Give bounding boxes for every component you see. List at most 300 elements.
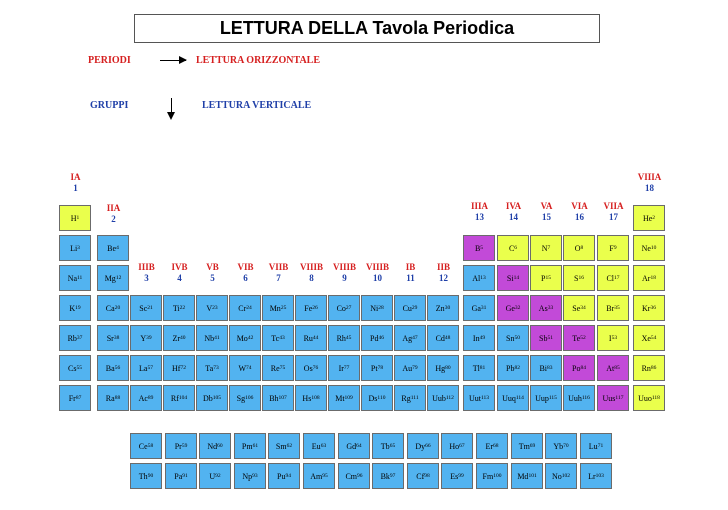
actinide-cell[interactable] [268, 463, 300, 489]
element-symbol: Pr [174, 441, 182, 451]
atomic-number: 69 [529, 443, 536, 449]
element-symbol: In [472, 333, 480, 343]
element-symbol: Sr [106, 333, 114, 343]
atomic-number: 27 [345, 305, 352, 311]
element-cell[interactable] [130, 295, 162, 321]
atomic-number: 91 [182, 473, 188, 479]
lanthanide-cell[interactable] [545, 433, 577, 459]
element-cell[interactable] [229, 385, 261, 411]
element-cell[interactable] [130, 355, 162, 381]
group-number: 18 [645, 183, 654, 193]
group-label: VIIB [268, 262, 289, 272]
element-cell[interactable] [59, 235, 91, 261]
element-cell[interactable] [530, 295, 562, 321]
element-cell[interactable] [497, 385, 529, 411]
element-symbol: Y [140, 333, 147, 343]
element-symbol: Pu [277, 471, 286, 481]
element-cell[interactable] [633, 265, 665, 291]
element-symbol: Sc [139, 303, 148, 313]
atomic-number: 107 [278, 395, 287, 401]
lanthanide-cell[interactable] [234, 433, 266, 459]
element-symbol: Uub [432, 393, 446, 403]
element-cell[interactable] [295, 385, 327, 411]
lanthanide-cell[interactable] [407, 433, 439, 459]
element-cell[interactable] [361, 355, 393, 381]
element-cell[interactable] [295, 295, 327, 321]
lanthanide-cell[interactable] [338, 433, 370, 459]
element-symbol: W [238, 363, 247, 373]
element-cell[interactable] [463, 385, 495, 411]
element-symbol: Xe [641, 333, 651, 343]
group-number: 2 [111, 214, 116, 224]
atomic-number: 18 [650, 275, 656, 281]
group-header [328, 262, 361, 284]
element-symbol: Ce [138, 441, 148, 451]
element-symbol: Be [107, 243, 117, 253]
atomic-number: 35 [614, 305, 620, 311]
periods-label: PERIODI [88, 55, 131, 66]
element-cell[interactable] [59, 325, 91, 351]
actinide-cell[interactable] [338, 463, 370, 489]
actinide-cell[interactable] [580, 463, 612, 489]
element-symbol: Li [70, 243, 78, 253]
atomic-number: 54 [650, 335, 657, 341]
element-symbol: Fe [304, 303, 313, 313]
group-label: IB [405, 262, 416, 272]
element-cell[interactable] [361, 385, 393, 411]
element-cell[interactable] [563, 265, 595, 291]
element-cell[interactable] [597, 385, 629, 411]
atomic-number: 114 [515, 395, 524, 401]
group-number: 5 [210, 273, 215, 283]
atomic-number: 79 [412, 365, 418, 371]
element-cell[interactable] [563, 355, 595, 381]
element-cell[interactable] [295, 325, 327, 351]
element-cell[interactable] [97, 295, 129, 321]
element-cell[interactable] [597, 325, 629, 351]
group-number: 12 [439, 273, 448, 283]
atomic-number: 64 [356, 443, 362, 449]
atomic-number: 43 [279, 335, 285, 341]
down-arrow-icon [171, 98, 172, 118]
element-cell[interactable] [394, 355, 426, 381]
atomic-number: 48 [444, 335, 451, 341]
atomic-number: 1 [76, 215, 80, 221]
element-symbol: As [538, 303, 548, 313]
element-symbol: Bh [269, 393, 279, 403]
group-number: 1 [73, 183, 78, 193]
element-cell[interactable] [633, 295, 665, 321]
element-symbol: Rf [170, 393, 179, 403]
element-cell[interactable] [196, 355, 228, 381]
atomic-number: 99 [458, 473, 464, 479]
atomic-number: 117 [615, 395, 624, 401]
atomic-number: 7 [547, 245, 551, 251]
actinide-cell[interactable] [234, 463, 266, 489]
element-symbol: H [70, 213, 77, 223]
atomic-number: 60 [217, 443, 223, 449]
element-cell[interactable] [361, 325, 393, 351]
element-symbol: Co [336, 303, 346, 313]
element-symbol: Eu [311, 441, 321, 451]
element-cell[interactable] [229, 355, 261, 381]
element-cell[interactable] [563, 385, 595, 411]
atomic-number: 62 [286, 443, 293, 449]
element-cell[interactable] [497, 325, 529, 351]
right-arrow-icon [160, 60, 186, 61]
element-cell[interactable] [463, 235, 495, 261]
group-number: 14 [509, 212, 518, 222]
atomic-number: 52 [580, 335, 586, 341]
element-cell[interactable] [229, 325, 261, 351]
element-cell[interactable] [59, 355, 91, 381]
element-symbol: Rh [336, 333, 346, 343]
element-symbol: Er [485, 441, 494, 451]
element-cell[interactable] [97, 385, 129, 411]
element-symbol: Es [450, 471, 459, 481]
element-cell[interactable] [163, 295, 195, 321]
atomic-number: 104 [178, 395, 188, 401]
element-cell[interactable] [130, 325, 162, 351]
element-cell[interactable] [563, 235, 595, 261]
lanthanide-cell[interactable] [441, 433, 473, 459]
element-cell[interactable] [530, 235, 562, 261]
groups-label: GRUPPI [90, 100, 129, 111]
element-symbol: Uut [468, 393, 481, 403]
atomic-number: 102 [561, 473, 571, 479]
atomic-number: 76 [312, 365, 319, 371]
actinide-cell[interactable] [165, 463, 197, 489]
element-cell[interactable] [530, 385, 562, 411]
element-symbol: Rb [67, 333, 77, 343]
element-symbol: Re [270, 363, 280, 373]
group-header [229, 262, 262, 284]
element-symbol: Os [303, 363, 313, 373]
element-symbol: Fr [68, 393, 76, 403]
atomic-number: 100 [493, 473, 502, 479]
element-symbol: Hs [302, 393, 312, 403]
element-cell[interactable] [163, 385, 195, 411]
element-symbol: C [508, 243, 515, 253]
group-number: 3 [144, 273, 149, 283]
atomic-number: 19 [75, 305, 81, 311]
atomic-number: 87 [75, 395, 82, 401]
element-cell[interactable] [196, 325, 228, 351]
periods-description: LETTURA ORIZZONTALE [196, 55, 321, 66]
group-label: VIIIB [299, 262, 323, 272]
element-symbol: Pb [506, 363, 515, 373]
element-cell[interactable] [463, 325, 495, 351]
element-cell[interactable] [633, 355, 665, 381]
actinide-cell[interactable] [130, 463, 162, 489]
element-symbol: Cd [435, 333, 445, 343]
element-symbol: P [541, 273, 546, 283]
atomic-number: 41 [214, 335, 220, 341]
element-cell[interactable] [328, 355, 360, 381]
element-cell[interactable] [427, 295, 459, 321]
element-symbol: Mg [104, 273, 116, 283]
groups-description: LETTURA VERTICALE [202, 100, 312, 111]
group-header [295, 262, 328, 284]
element-symbol: U [209, 471, 216, 481]
atomic-number: 65 [389, 443, 396, 449]
element-cell[interactable] [229, 295, 261, 321]
element-cell[interactable] [262, 295, 294, 321]
atomic-number: 85 [614, 365, 620, 371]
element-symbol: Mo [236, 333, 248, 343]
element-cell[interactable] [563, 295, 595, 321]
element-symbol: Zn [435, 303, 445, 313]
element-cell[interactable] [130, 385, 162, 411]
element-symbol: Ru [303, 333, 313, 343]
element-cell[interactable] [563, 325, 595, 351]
atomic-number: 45 [345, 335, 352, 341]
group-header [163, 262, 196, 284]
element-cell[interactable] [59, 205, 91, 231]
element-cell[interactable] [530, 325, 562, 351]
element-cell[interactable] [328, 385, 360, 411]
atomic-number: 109 [344, 395, 353, 401]
element-cell[interactable] [394, 385, 426, 411]
atomic-number: 75 [279, 365, 286, 371]
element-cell[interactable] [328, 295, 360, 321]
element-cell[interactable] [497, 235, 529, 261]
element-symbol: Au [402, 363, 413, 373]
element-cell[interactable] [97, 325, 129, 351]
element-symbol: Db [202, 393, 213, 403]
atomic-number: 66 [425, 443, 431, 449]
lanthanide-cell[interactable] [476, 433, 508, 459]
element-cell[interactable] [262, 385, 294, 411]
element-cell[interactable] [262, 355, 294, 381]
atomic-number: 84 [580, 365, 586, 371]
actinide-cell[interactable] [407, 463, 439, 489]
atomic-number: 67 [459, 443, 465, 449]
atomic-number: 92 [215, 473, 221, 479]
element-cell[interactable] [530, 265, 562, 291]
actinide-cell[interactable] [303, 463, 335, 489]
atomic-number: 83 [547, 365, 553, 371]
element-symbol: Kr [642, 303, 651, 313]
group-header [463, 201, 496, 223]
lanthanide-cell[interactable] [372, 433, 404, 459]
element-symbol: Uuq [502, 393, 516, 403]
element-symbol: Uup [535, 393, 549, 403]
element-cell[interactable] [59, 265, 91, 291]
element-cell[interactable] [597, 235, 629, 261]
group-number: 9 [342, 273, 347, 283]
element-symbol: Dy [415, 441, 426, 451]
element-cell[interactable] [497, 295, 529, 321]
element-cell[interactable] [463, 295, 495, 321]
atomic-number: 98 [424, 473, 430, 479]
element-symbol: Bk [380, 471, 390, 481]
group-header [597, 201, 630, 223]
element-cell[interactable] [427, 325, 459, 351]
element-cell[interactable] [262, 325, 294, 351]
element-symbol: Lu [588, 441, 598, 451]
element-cell[interactable] [394, 325, 426, 351]
atomic-number: 38 [113, 335, 120, 341]
element-symbol: Ta [205, 363, 214, 373]
element-symbol: Np [242, 471, 253, 481]
element-cell[interactable] [427, 355, 459, 381]
atomic-number: 36 [650, 305, 656, 311]
element-symbol: Cm [345, 471, 358, 481]
actinide-cell[interactable] [545, 463, 577, 489]
element-cell[interactable] [633, 235, 665, 261]
element-cell[interactable] [59, 295, 91, 321]
actinide-cell[interactable] [476, 463, 508, 489]
atomic-number: 13 [480, 275, 486, 281]
atomic-number: 53 [611, 335, 618, 341]
atomic-number: 82 [514, 365, 520, 371]
atomic-number: 5 [480, 245, 484, 251]
element-symbol: Pm [241, 441, 253, 451]
element-symbol: Ag [402, 333, 413, 343]
lanthanide-cell[interactable] [511, 433, 543, 459]
atomic-number: 55 [76, 365, 82, 371]
atomic-number: 94 [285, 473, 291, 479]
atomic-number: 96 [357, 473, 363, 479]
element-symbol: Rn [641, 363, 651, 373]
atomic-number: 101 [528, 473, 537, 479]
element-cell[interactable] [633, 205, 665, 231]
actinide-cell[interactable] [199, 463, 231, 489]
atomic-number: 103 [595, 473, 604, 479]
element-symbol: Pt [370, 363, 378, 373]
atomic-number: 4 [116, 245, 119, 251]
element-symbol: Al [472, 273, 481, 283]
element-cell[interactable] [97, 355, 129, 381]
atomic-number: 2 [652, 215, 656, 221]
element-cell[interactable] [328, 325, 360, 351]
lanthanide-cell[interactable] [165, 433, 197, 459]
atomic-number: 50 [514, 335, 520, 341]
element-symbol: Nb [204, 333, 215, 343]
atomic-number: 12 [115, 275, 122, 281]
atomic-number: 44 [312, 335, 319, 341]
atomic-number: 32 [514, 305, 521, 311]
element-cell[interactable] [59, 385, 91, 411]
element-symbol: Ni [370, 303, 379, 313]
page-title: LETTURA DELLA Tavola Periodica [134, 14, 600, 43]
element-symbol: Uuh [568, 393, 582, 403]
element-cell[interactable] [463, 265, 495, 291]
atomic-number: 34 [580, 305, 586, 311]
group-header [394, 262, 427, 284]
element-cell[interactable] [633, 385, 665, 411]
atomic-number: 59 [181, 443, 188, 449]
element-symbol: Hf [172, 363, 181, 373]
atomic-number: 46 [378, 335, 384, 341]
atomic-number: 30 [444, 305, 451, 311]
lanthanide-cell[interactable] [303, 433, 335, 459]
element-cell[interactable] [597, 295, 629, 321]
element-cell[interactable] [394, 295, 426, 321]
atomic-number: 106 [245, 395, 254, 401]
atomic-number: 42 [247, 335, 254, 341]
atomic-number: 105 [212, 395, 222, 401]
atomic-number: 90 [147, 473, 154, 479]
actinide-cell[interactable] [372, 463, 404, 489]
element-cell[interactable] [295, 355, 327, 381]
actinide-cell[interactable] [441, 463, 473, 489]
actinide-cell[interactable] [511, 463, 543, 489]
element-cell[interactable] [597, 265, 629, 291]
atomic-number: 9 [613, 245, 617, 251]
group-number: 13 [475, 212, 484, 222]
atomic-number: 77 [343, 365, 350, 371]
element-symbol: V [206, 303, 213, 313]
group-header [361, 262, 394, 284]
element-cell[interactable] [163, 355, 195, 381]
atomic-number: 88 [114, 395, 121, 401]
element-symbol: Cs [68, 363, 77, 373]
atomic-number: 71 [597, 443, 604, 449]
element-symbol: Pa [174, 471, 183, 481]
atomic-number: 95 [322, 473, 328, 479]
element-symbol: Zr [172, 333, 181, 343]
atomic-number: 24 [246, 305, 252, 311]
element-cell[interactable] [196, 295, 228, 321]
element-symbol: Pd [370, 333, 379, 343]
element-symbol: Te [572, 333, 581, 343]
group-header [530, 201, 563, 223]
element-cell[interactable] [196, 385, 228, 411]
element-cell[interactable] [633, 325, 665, 351]
group-label: IVB [171, 262, 188, 272]
element-symbol: Ti [172, 303, 180, 313]
atomic-number: 6 [514, 245, 518, 251]
atomic-number: 11 [77, 275, 83, 281]
atomic-number: 89 [147, 395, 154, 401]
atomic-number: 111 [410, 395, 419, 401]
element-cell[interactable] [530, 355, 562, 381]
element-cell[interactable] [597, 355, 629, 381]
element-symbol: K [69, 303, 76, 313]
element-cell[interactable] [427, 385, 459, 411]
element-symbol: Cf [416, 471, 425, 481]
atomic-number: 26 [312, 305, 318, 311]
element-symbol: At [606, 363, 615, 373]
element-symbol: La [139, 363, 148, 373]
lanthanide-cell[interactable] [580, 433, 612, 459]
lanthanide-cell[interactable] [268, 433, 300, 459]
element-cell[interactable] [97, 265, 129, 291]
lanthanide-cell[interactable] [199, 433, 231, 459]
element-symbol: Ac [138, 393, 148, 403]
element-cell[interactable] [361, 295, 393, 321]
element-symbol: Tc [271, 333, 280, 343]
element-cell[interactable] [97, 235, 129, 261]
element-cell[interactable] [163, 325, 195, 351]
group-label: IIB [436, 262, 450, 272]
element-cell[interactable] [497, 355, 529, 381]
group-header [427, 262, 460, 284]
element-cell[interactable] [463, 355, 495, 381]
element-symbol: Yb [553, 441, 564, 451]
lanthanide-cell[interactable] [130, 433, 162, 459]
atomic-number: 86 [650, 365, 657, 371]
element-symbol: Si [506, 273, 514, 283]
element-symbol: Ga [471, 303, 481, 313]
element-symbol: Sg [236, 393, 246, 403]
atomic-number: 63 [320, 443, 327, 449]
element-symbol: O [574, 243, 581, 253]
element-symbol: F [609, 243, 614, 253]
element-cell[interactable] [497, 265, 529, 291]
